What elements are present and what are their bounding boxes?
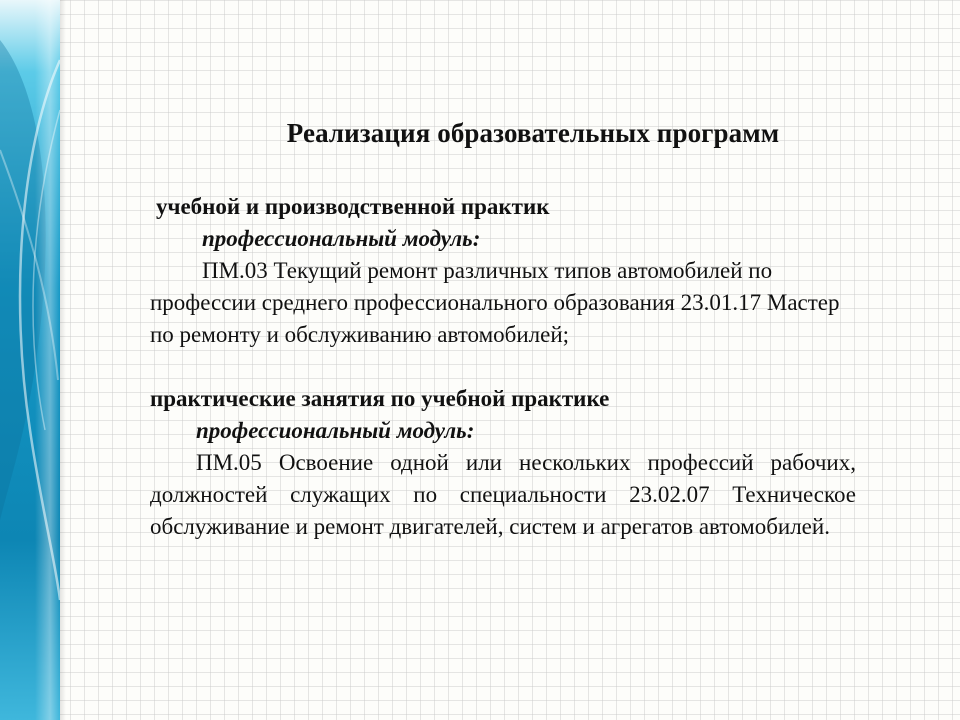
module-label: профессиональный модуль: [196,418,475,443]
section-practice-training [150,191,856,351]
module-description: ПМ.03 Текущий ремонт различных типов автомобилей по профессии среднего профессионального образования 23.01.17 Мастер по ремонту и обслуживанию автомобилей; [150,258,840,347]
slide-title: Реализация образовательных программ [286,118,780,148]
side-band-shadow [60,0,66,720]
section-heading: практические занятия по учебной практике [150,386,610,411]
slide-content [150,118,856,543]
section-spacer [150,351,856,383]
module-description: ПМ.05 Освоение одной или нескольких профессий рабочих, должностей служащих по специальности 23.02.07 Техническое обслуживание и ремонт двигателей, систем и агрегатов автомобилей. [150,450,856,539]
section-practical-classes [150,383,856,543]
side-band-graphic [0,0,60,720]
decorative-side-band [0,0,60,720]
section-heading: учебной и производственной практик [156,194,550,219]
module-label: профессиональный модуль: [202,226,481,251]
